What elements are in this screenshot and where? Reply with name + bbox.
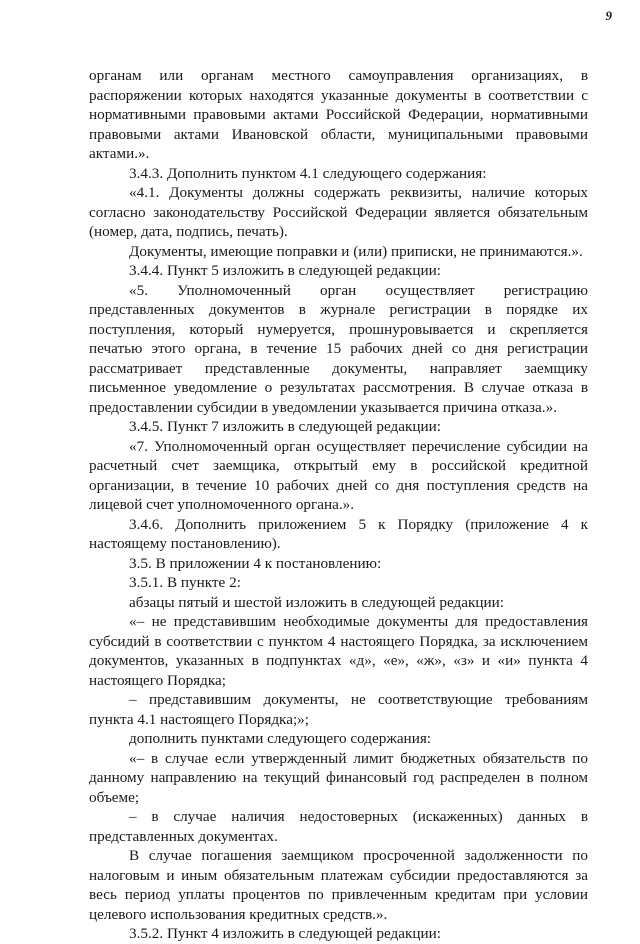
paragraph: 3.5.1. В пункте 2: — [129, 574, 241, 591]
paragraph: «– в случае если утвержденный лимит бюджетных обязательств по данному направлению на текущий финансовый год распределен в полном объеме; — [89, 749, 588, 806]
paragraph: органам или органам местного самоуправления организациях, в распоряжении которых находятся указанные документы в соответствии с нормативными правовыми актами Российской Федерации, нормативными правовыми актами Ивановской области, муниципальными правовыми актами.». — [89, 67, 588, 162]
paragraph: 3.4.4. Пункт 5 изложить в следующей редакции: — [129, 262, 442, 279]
paragraph: дополнить пунктами следующего содержания: — [129, 730, 432, 747]
paragraph: «5. Уполномоченный орган осуществляет регистрацию представленных документов в журнале регистрации в порядке их поступления, который нумеруется, прошнуровывается и скрепляется печатью этого органа, в течение 15 рабочих дней со дня регистрации рассматривает представленные документы, направляет заемщику письменное уведомление о результатах рассмотрения. В случае отказа в предоставлении субсидии в уведомлении указывается причина отказа.». — [89, 281, 588, 416]
paragraph: 3.4.3. Дополнить пунктом 4.1 следующего содержания: — [129, 164, 487, 182]
paragraph: – представившим документы, не соответствующие требованиям пункта 4.1 настоящего Порядка;»; — [89, 691, 588, 728]
paragraph: абзацы пятый и шестой изложить в следующей редакции: — [129, 593, 504, 611]
paragraph: «7. Уполномоченный орган осуществляет перечисление субсидии на расчетный счет заемщика, открытый ему в российской кредитной организации, в течение 10 рабочих дней со дня поступления средств на лицевой счет уполномоченного органа.». — [89, 437, 588, 513]
paragraph: 3.5. В приложении 4 к постановлению: — [129, 554, 382, 572]
paragraph: «– не представившим необходимые документы для предоставления субсидий в соответствии с пунктом 4 настоящего Порядка, за исключением документов, указанных в подпунктах «д», «е», «ж», «з» и «и» пункта 4 настоящего Порядка; — [89, 613, 588, 689]
paragraph: 3.4.6. Дополнить приложением 5 к Порядку (приложение 4 к настоящему постановлению). — [89, 515, 588, 552]
paragraph: 3.4.5. Пункт 7 изложить в следующей редакции: — [129, 418, 442, 435]
page-number: 9 — [605, 8, 612, 23]
paragraph: 3.5.2. Пункт 4 изложить в следующей редакции: — [129, 925, 442, 942]
paragraph: Документы, имеющие поправки и (или) приписки, не принимаются.». — [129, 242, 583, 260]
document-body — [89, 66, 588, 944]
paragraph: «4.1. Документы должны содержать реквизиты, наличие которых согласно законодательству Российской Федерации является обязательным (номер, дата, подпись, печать). — [89, 184, 588, 240]
paragraph: В случае погашения заемщиком просроченной задолженности по налоговым и иным обязательным платежам субсидии предоставляются за весь период уплаты процентов по привлеченным кредитам при условии целевого использования кредитных средств.». — [89, 847, 588, 923]
paragraph: – в случае наличия недостоверных (искаженных) данных в представленных документах. — [89, 808, 588, 845]
